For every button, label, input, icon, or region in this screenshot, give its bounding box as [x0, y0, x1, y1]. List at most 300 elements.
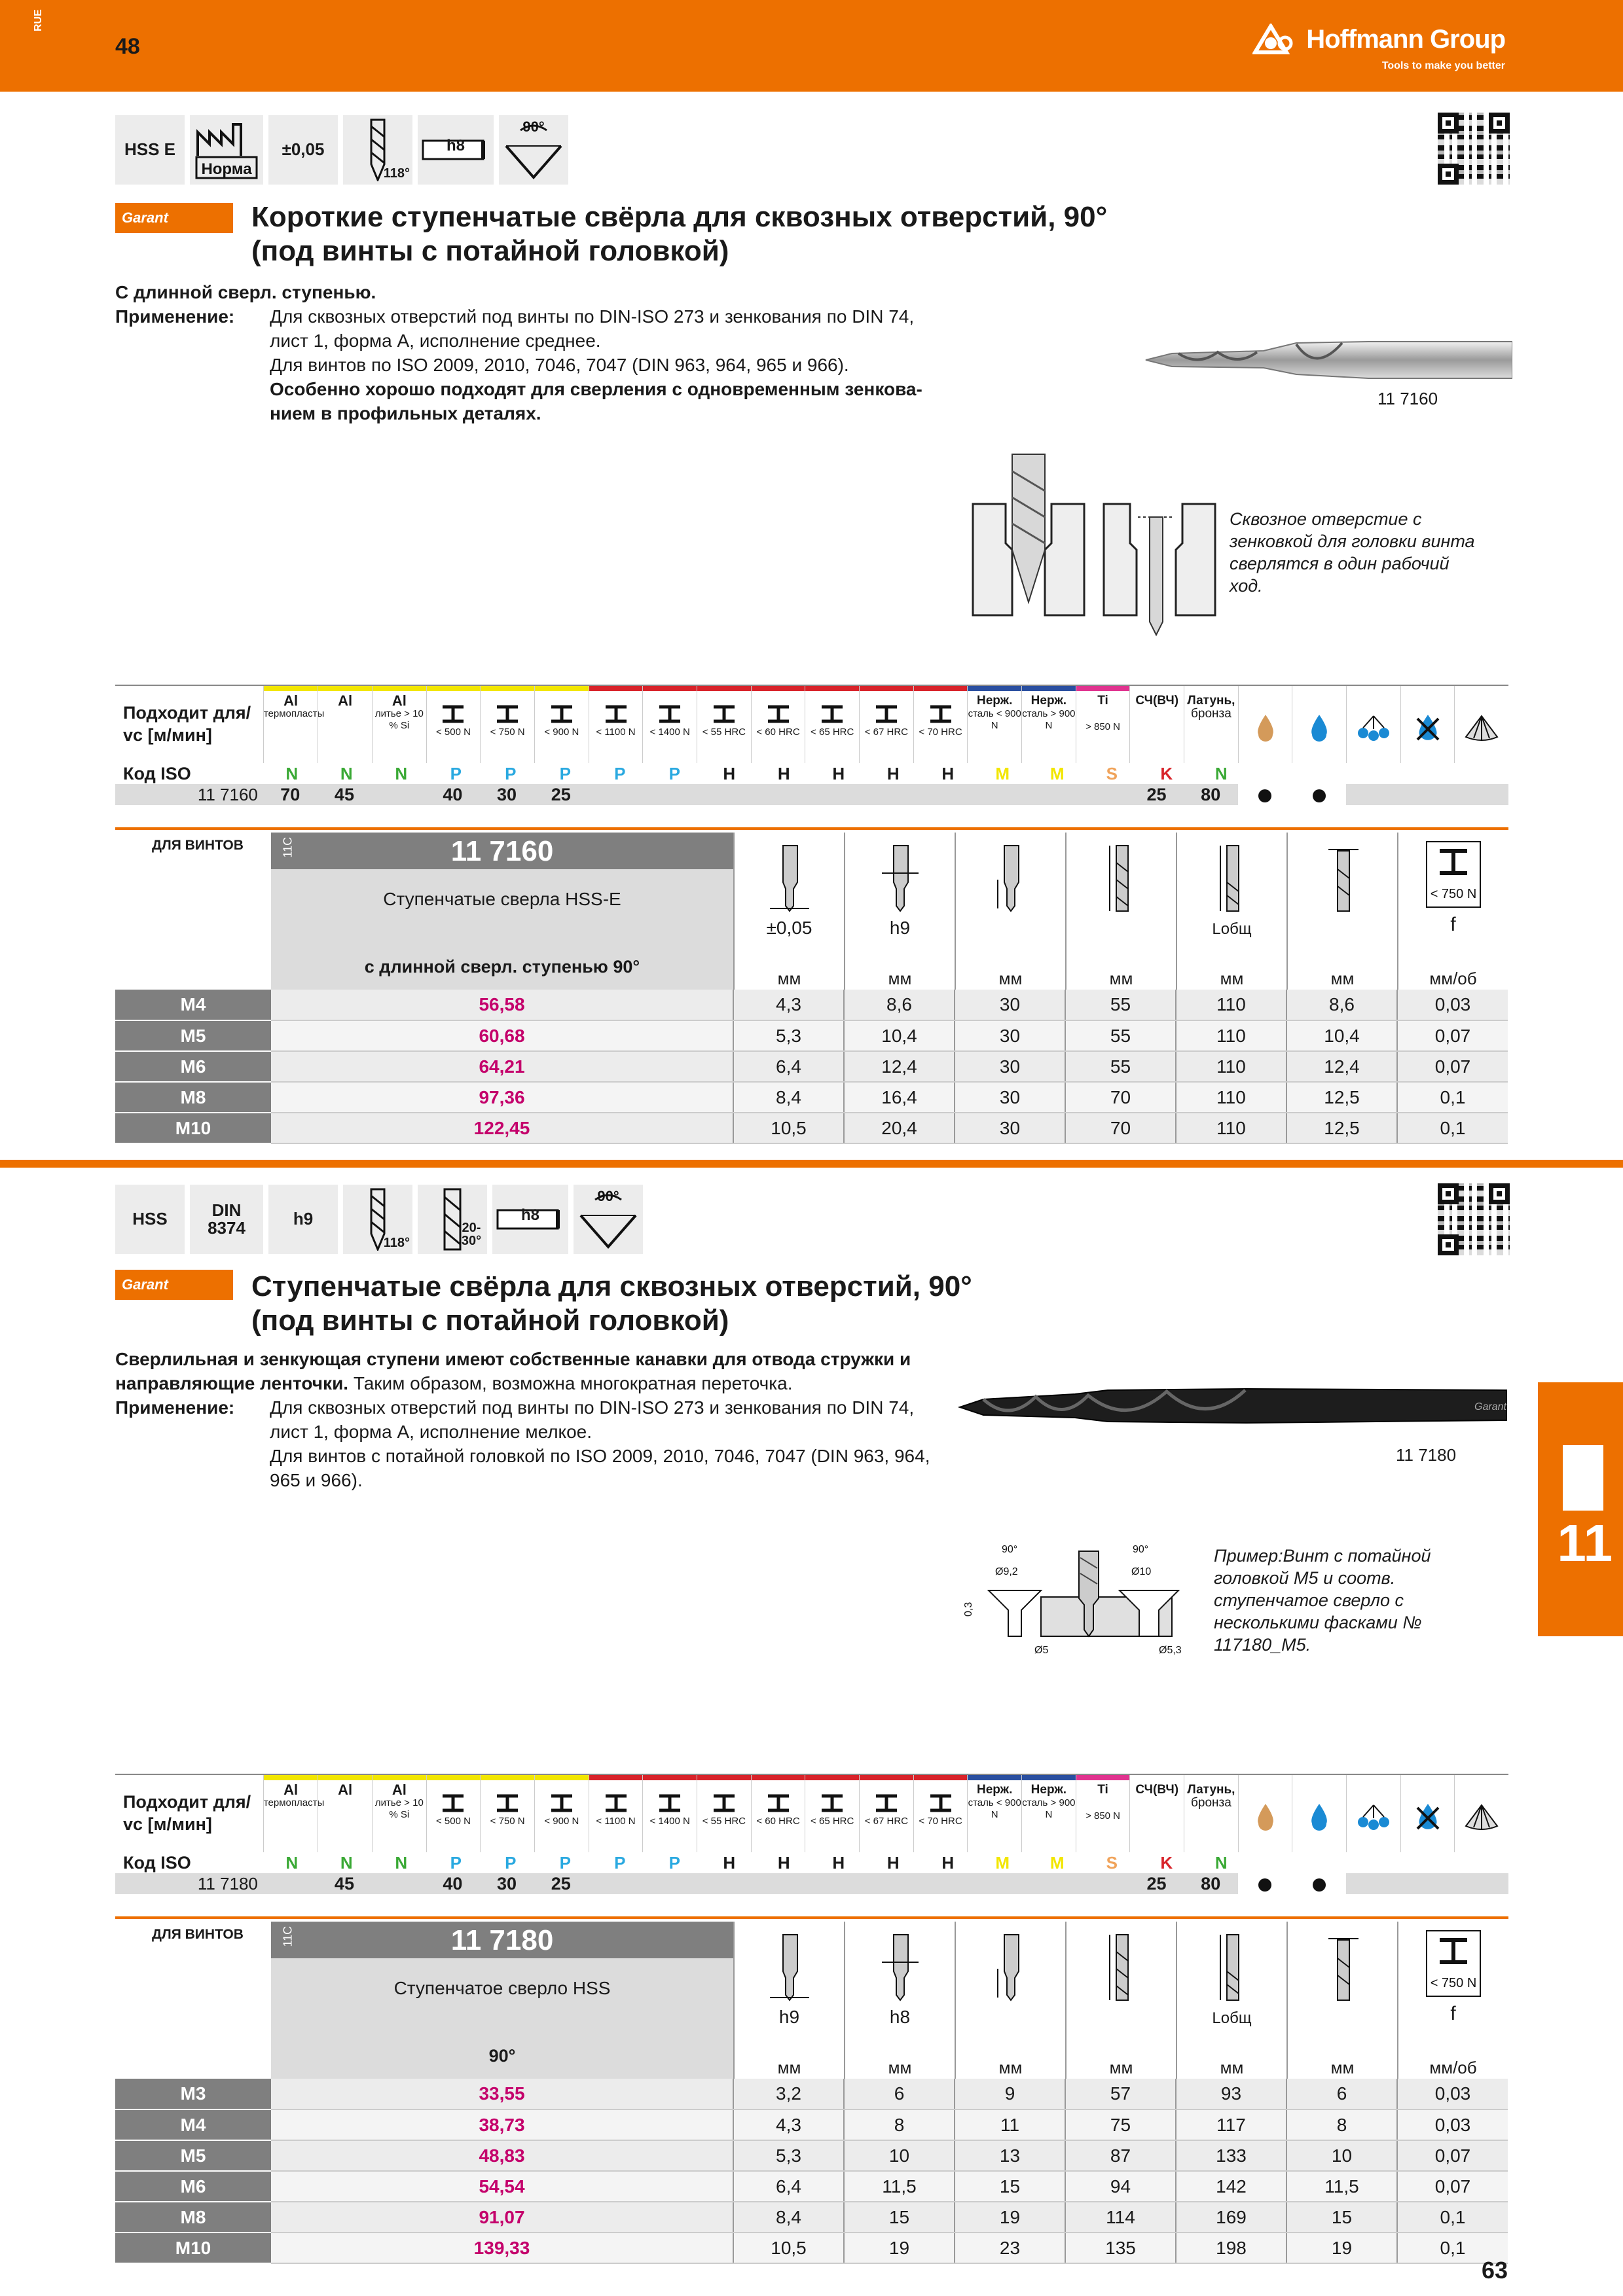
material-col-al-cast: Al литье > 10 % Si — [372, 686, 426, 763]
header-bar — [0, 0, 1623, 92]
material-col-brass: Латунь, бронза — [1184, 1775, 1238, 1852]
material-col-steel-900: < 900 N — [534, 1775, 589, 1852]
feed-material-icon — [1417, 1928, 1489, 2000]
article-label-1: 11 7160 — [1377, 389, 1438, 408]
price: 48,83 — [271, 2140, 733, 2171]
cutting-speed-value — [805, 784, 859, 805]
col-step-length: мм — [955, 1922, 1065, 2079]
cutting-speed-value — [1021, 1873, 1076, 1894]
iso-code: P — [614, 1853, 626, 1873]
dimension-value: 6,4 — [733, 2171, 844, 2202]
iso-code: P — [450, 764, 462, 783]
price: 91,07 — [271, 2202, 733, 2233]
dimension-value: 70 — [1065, 1113, 1176, 1143]
screw-size: M4 — [115, 2109, 271, 2140]
dimension-value: 10,4 — [844, 1020, 955, 1051]
col-total-length: Lобщ мм — [1176, 1922, 1286, 2079]
dry-no-coolant-icon — [1413, 713, 1442, 742]
product-name: Ступенчатые сверла HSS-E — [383, 889, 621, 909]
countersink-diameter-icon — [867, 1932, 933, 2004]
shank-diameter-icon — [1310, 1932, 1376, 2004]
cutting-speed-value — [967, 1873, 1021, 1894]
iso-code-label: Код ISO — [123, 764, 191, 783]
material-col-hrc-65: < 65 HRC — [805, 686, 859, 763]
product-code: 11 7180 — [450, 1924, 554, 1956]
emulsion-drop-icon — [1309, 1803, 1329, 1831]
feed-material-label: < 750 N — [1430, 887, 1476, 901]
air-cone-icon — [1463, 1803, 1500, 1831]
cutting-speed-value: 25 — [1146, 785, 1167, 804]
countersink-icon — [575, 1187, 641, 1252]
cutting-speed-value — [371, 784, 426, 805]
price: 64,21 — [271, 1051, 733, 1082]
point-angle-badge: 118° — [343, 115, 412, 185]
col-head-diameter: h8 мм — [844, 1922, 955, 2079]
countersink-angle-badge — [499, 115, 568, 185]
angle-label-left: 90° — [1002, 1544, 1018, 1555]
i-beam-icon — [440, 704, 466, 724]
material-col-al-thermo: Al термопласты — [263, 1775, 318, 1852]
table-row[interactable] — [115, 1020, 1508, 1051]
iso-code: M — [1049, 764, 1065, 783]
air-cone-icon — [1463, 713, 1500, 742]
screw-size: M4 — [115, 990, 271, 1020]
i-beam-icon — [928, 1793, 954, 1813]
cutting-speed-value — [697, 1873, 751, 1894]
cutting-speed-value: 30 — [497, 785, 517, 804]
dimension-value: 93 — [1176, 2079, 1286, 2109]
step-drill-short-image — [1133, 327, 1512, 393]
price: 122,45 — [271, 1113, 733, 1143]
feed-material-label: < 750 N — [1430, 1976, 1476, 1990]
step-diameter-icon — [757, 843, 822, 915]
screw-size: M5 — [115, 1020, 271, 1051]
shank-tolerance-badge-2: h8 — [492, 1185, 568, 1254]
material-col-steel-1100: < 1100 N — [589, 686, 643, 763]
iso-code: N — [285, 764, 299, 783]
cutting-speed-value: 45 — [334, 1874, 354, 1893]
table-row[interactable] — [115, 1082, 1508, 1113]
dimension-value: 94 — [1065, 2171, 1176, 2202]
section-1-description: С длинной сверл. ступенью. Применение: Для сквозных отверстий под винты по DIN-ISO 273 и зенкования по DIN 74, лист 1, форма А, исполнение среднее. Для винтов по ISO 2009, 2010, 7046, 7047 (DIN 963, 964, 965 и 966). Особенно хорошо подходят для сверления с одновременным зенкова- нием в профильных деталях. — [115, 282, 922, 423]
material-col-hrc-65: < 65 HRC — [805, 1775, 859, 1852]
cutting-speed-value — [859, 784, 913, 805]
col-total-length: Lобщ мм — [1176, 833, 1286, 990]
material-col-steel-500: < 500 N — [426, 1775, 481, 1852]
i-beam-icon — [494, 1793, 520, 1813]
col-shank-diameter: мм — [1286, 1922, 1397, 2079]
price: 60,68 — [271, 1020, 733, 1051]
material-col-steel-750: < 750 N — [480, 686, 534, 763]
material-hss-badge: HSS — [115, 1185, 185, 1254]
total-length-icon — [1199, 843, 1265, 915]
i-beam-icon — [440, 1793, 466, 1813]
coolant-oil-dot — [1238, 1873, 1292, 1894]
coolant-air-col — [1454, 686, 1508, 763]
coolant-air-col — [1454, 1775, 1508, 1852]
section-2-title: Ступенчатые свёрла для сквозных отверстий, 90° (под винты с потайной головкой) — [251, 1270, 972, 1336]
iso-code: H — [941, 764, 955, 783]
dimension-value: 110 — [1176, 1113, 1286, 1143]
chapter-number: 11 — [1557, 1514, 1613, 1572]
material-col-hrc-70: < 70 HRC — [913, 686, 968, 763]
i-beam-icon — [549, 1793, 575, 1813]
dimension-value: 0,1 — [1397, 1113, 1508, 1143]
dimension-value: 8,4 — [733, 2202, 844, 2233]
dimension-value: 30 — [955, 1082, 1065, 1113]
dimension-value: 8 — [844, 2109, 955, 2140]
iso-code: P — [450, 1853, 462, 1873]
material-col-hrc-67: < 67 HRC — [859, 1775, 913, 1852]
cutting-speed-value: 40 — [443, 785, 463, 804]
product-rows-1 — [115, 990, 1508, 1144]
flute-length-icon — [1089, 1932, 1154, 2004]
iso-code: M — [995, 1853, 1010, 1873]
screw-size: M5 — [115, 2140, 271, 2171]
dimension-value: 10 — [844, 2140, 955, 2171]
cutting-speed-value: 80 — [1201, 1874, 1221, 1893]
col-feed: < 750 N f мм/об — [1397, 1922, 1508, 2079]
shank-tolerance-badge: h8 — [418, 115, 494, 185]
material-col-steel-1100: < 1100 N — [589, 1775, 643, 1852]
qr-code-2[interactable] — [1438, 1183, 1510, 1255]
tolerance-badge: ±0,05 — [268, 115, 338, 185]
chapter-tab[interactable] — [1538, 1382, 1623, 1636]
screw-diameter-label: Ø5 — [1034, 1645, 1049, 1656]
table-row[interactable] — [115, 2140, 1508, 2171]
iso-code: S — [1106, 1853, 1118, 1873]
dimension-value: 11,5 — [1286, 2171, 1397, 2202]
dimension-value: 30 — [955, 1020, 1065, 1051]
iso-code: H — [941, 1853, 955, 1873]
dimension-value: 8,6 — [844, 990, 955, 1020]
dimension-value: 19 — [1286, 2233, 1397, 2263]
material-col-cast-iron: СЧ(ВЧ) — [1129, 1775, 1184, 1852]
dimension-value: 9 — [955, 2079, 1065, 2109]
product-subtitle: 90° — [488, 2046, 516, 2066]
dimension-value: 110 — [1176, 1082, 1286, 1113]
dimension-value: 110 — [1176, 1020, 1286, 1051]
dimension-value: 10,4 — [1286, 1020, 1397, 1051]
dimension-value: 10,5 — [733, 1113, 844, 1143]
material-col-al: Al — [318, 686, 372, 763]
dimension-value: 15 — [844, 2202, 955, 2233]
coolant-emulsion-dot — [1292, 784, 1346, 805]
material-col-al-cast: Al литье > 10 % Si — [372, 1775, 426, 1852]
i-beam-icon — [603, 704, 629, 724]
material-suitability-table-1 — [115, 685, 1508, 805]
dimension-value: 142 — [1176, 2171, 1286, 2202]
cutting-speed-value — [750, 784, 805, 805]
i-beam-icon — [711, 704, 737, 724]
property-icons-2 — [115, 1185, 643, 1254]
din-standard-badge: DIN 8374 — [190, 1185, 263, 1254]
coolant-oil-col — [1238, 1775, 1292, 1852]
screw-size: M10 — [115, 1113, 271, 1143]
dimension-value: 198 — [1176, 2233, 1286, 2263]
iso-code: P — [505, 1853, 517, 1873]
engraved-brand: Garant — [1474, 1401, 1506, 1412]
dimension-value: 0,1 — [1397, 1082, 1508, 1113]
countersink-angle-badge-2 — [574, 1185, 643, 1254]
norm-badge — [190, 115, 263, 185]
cutting-speed-value — [642, 784, 697, 805]
material-col-hrc-67: < 67 HRC — [859, 686, 913, 763]
dimension-value: 23 — [955, 2233, 1065, 2263]
angle-label-right: 90° — [1133, 1544, 1149, 1555]
col-hole-diameter: h9 мм — [733, 1922, 844, 2079]
dimension-value: 55 — [1065, 1020, 1176, 1051]
dimension-value: 15 — [955, 2171, 1065, 2202]
table-row[interactable] — [115, 990, 1508, 1020]
countersink-example-diagram — [962, 1538, 1211, 1669]
language-code: RUE — [33, 9, 44, 31]
screw-size: M8 — [115, 1082, 271, 1113]
dimension-value: 110 — [1176, 990, 1286, 1020]
catalog-tag: 11C — [281, 836, 295, 858]
section-1-title: Короткие ступенчатые свёрла для сквозных отверстий, 90° (под винты с потайной головкой) — [251, 201, 1108, 267]
col-flute-length: мм — [1065, 833, 1176, 990]
iso-code: N — [340, 764, 353, 783]
material-row-title: Подходит для/ vc [м/мин] — [123, 1792, 251, 1834]
dimension-value: 12,4 — [844, 1051, 955, 1082]
cutting-speed-value: 70 — [280, 785, 301, 804]
iso-code: N — [395, 1853, 408, 1873]
screw-size: M3 — [115, 2079, 271, 2109]
i-beam-icon — [873, 1793, 900, 1813]
screw-size: M10 — [115, 2233, 271, 2263]
price: 54,54 — [271, 2171, 733, 2202]
material-col-hrc-55: < 55 HRC — [697, 1775, 751, 1852]
qr-code-1[interactable] — [1438, 113, 1510, 185]
depth-label: 0,3 — [963, 1602, 974, 1617]
cutting-speed-value — [967, 784, 1021, 805]
for-screws-label: ДЛЯ ВИНТОВ — [152, 838, 244, 853]
coolant-emulsion-dot — [1292, 1873, 1346, 1894]
dimension-value: 8 — [1286, 2109, 1397, 2140]
dimension-value: 0,1 — [1397, 2233, 1508, 2263]
i-beam-icon — [765, 1793, 792, 1813]
dimension-value: 13 — [955, 2140, 1065, 2171]
iso-code: H — [777, 1853, 790, 1873]
dimension-value: 0,03 — [1397, 990, 1508, 1020]
material-col-steel-750: < 750 N — [480, 1775, 534, 1852]
iso-code: H — [723, 764, 736, 783]
cutting-speed-value — [642, 1873, 697, 1894]
dimension-value: 117 — [1176, 2109, 1286, 2140]
material-col-al: Al — [318, 1775, 372, 1852]
product-header-1 — [271, 833, 733, 990]
point-angle-badge-2: 118° — [343, 1185, 412, 1254]
table-row[interactable] — [115, 1113, 1508, 1143]
dimension-value: 8,6 — [1286, 990, 1397, 1020]
iso-code: P — [505, 764, 517, 783]
cutting-speed-value — [859, 1873, 913, 1894]
step-length-icon — [978, 843, 1044, 915]
dimension-value: 10,5 — [733, 2233, 844, 2263]
iso-code: N — [285, 1853, 299, 1873]
product-table-top-rule-2 — [115, 1916, 1508, 1919]
angle-90-label: 90° — [597, 1188, 619, 1204]
dimension-value: 110 — [1176, 1051, 1286, 1082]
product-subtitle: с длинной сверл. ступенью 90° — [364, 957, 640, 977]
cutting-speed-value — [1075, 784, 1129, 805]
iso-code: N — [395, 764, 408, 783]
section-2-description: Сверлильная и зенкующая ступени имеют собственные канавки для отвода стружки и направляющие ленточки. Таким образом, возможна многократная переточка. Применение: Для сквозных отверстий под винты по DIN-ISO 273 и зенкования по DIN 74, лист 1, форма А, исполнение мелкое. Для винтов с потайной головкой по ISO 2009, 2010, 7046, 7047 (DIN 963, 964, 965 и 966). — [115, 1349, 930, 1490]
cutting-speed-value — [805, 1873, 859, 1894]
dimension-value: 0,03 — [1397, 2079, 1508, 2109]
diagram-caption-2: Пример:Винт с потайной головкой M5 и соотв. ступенчатое сверло с несколькими фасками № 117180_M5. — [1214, 1546, 1431, 1655]
dimension-value: 11 — [955, 2109, 1065, 2140]
dimension-value: 20,4 — [844, 1113, 955, 1143]
emulsion-drop-icon — [1309, 713, 1329, 742]
i-beam-icon — [549, 704, 575, 724]
material-col-stainless-900: Нерж. сталь < 900 N — [967, 686, 1021, 763]
step-drill-hss-image — [957, 1381, 1507, 1433]
cutting-speed-value: 25 — [551, 1874, 571, 1893]
garant-brand-badge-2: Garant — [115, 1270, 233, 1300]
mist-drops-icon — [1355, 1803, 1392, 1831]
dimension-value: 55 — [1065, 990, 1176, 1020]
dimension-value: 8,4 — [733, 1082, 844, 1113]
drill-chapter-icon — [1563, 1445, 1603, 1511]
iso-code: P — [559, 1853, 571, 1873]
cutting-speed-value — [1075, 1873, 1129, 1894]
cutting-speed-value: 25 — [551, 785, 571, 804]
brand-tagline: Tools to make you better — [1381, 60, 1505, 71]
dimension-value: 135 — [1065, 2233, 1176, 2263]
iso-code: H — [886, 1853, 900, 1873]
dimension-value: 30 — [955, 1113, 1065, 1143]
dimension-value: 4,3 — [733, 990, 844, 1020]
countersink-diameter-label: Ø10 — [1131, 1566, 1152, 1577]
material-suitability-table-2 — [115, 1774, 1508, 1894]
flute-length-icon — [1089, 843, 1154, 915]
material-col-hrc-60: < 60 HRC — [751, 1775, 805, 1852]
coolant-emulsion-col — [1292, 1775, 1346, 1852]
table-row[interactable] — [115, 2171, 1508, 2202]
cutting-speed-value: 80 — [1201, 785, 1221, 804]
iso-code: S — [1106, 764, 1118, 783]
iso-code: P — [614, 764, 626, 783]
cutting-speed-value — [913, 1873, 967, 1894]
cutting-speed-value — [913, 784, 967, 805]
dimension-value: 6 — [844, 2079, 955, 2109]
dimension-value: 6,4 — [733, 1051, 844, 1082]
brand-logo — [1252, 24, 1505, 71]
price: 38,73 — [271, 2109, 733, 2140]
table-row[interactable] — [115, 1051, 1508, 1082]
oil-drop-icon — [1256, 713, 1275, 742]
price: 33,55 — [271, 2079, 733, 2109]
material-col-hrc-60: < 60 HRC — [751, 686, 805, 763]
dimension-value: 19 — [844, 2233, 955, 2263]
dimension-value: 0,07 — [1397, 1051, 1508, 1082]
page-number-left: 48 — [115, 34, 140, 59]
coolant-dry-col — [1400, 686, 1455, 763]
screw-size: M8 — [115, 2202, 271, 2233]
step-diameter-icon — [757, 1932, 822, 2004]
dimension-value: 16,4 — [844, 1082, 955, 1113]
shank-diameter-icon — [1310, 843, 1376, 915]
cutting-speed-value: 30 — [497, 1874, 517, 1893]
iso-code: K — [1160, 764, 1173, 783]
iso-code: K — [1160, 1853, 1173, 1873]
dimension-value: 30 — [955, 990, 1065, 1020]
article-number: 11 7160 — [197, 785, 258, 804]
dimension-value: 5,3 — [733, 1020, 844, 1051]
coolant-emulsion-col — [1292, 686, 1346, 763]
material-col-hrc-70: < 70 HRC — [913, 1775, 968, 1852]
tolerance-h9-badge: h9 — [268, 1185, 338, 1254]
iso-code: H — [886, 764, 900, 783]
iso-code: H — [832, 1853, 845, 1873]
coolant-dry-col — [1400, 1775, 1455, 1852]
material-col-steel-900: < 900 N — [534, 686, 589, 763]
iso-code: N — [340, 1853, 353, 1873]
screw-size: M6 — [115, 1051, 271, 1082]
brand-name: Hoffmann Group — [1306, 24, 1505, 54]
material-col-hrc-55: < 55 HRC — [697, 686, 751, 763]
section-divider — [0, 1160, 1623, 1168]
hoffmann-logo-icon — [1252, 24, 1297, 55]
cutting-speed-value — [697, 784, 751, 805]
hole-diameter-label: Ø5,3 — [1159, 1645, 1182, 1656]
iso-code: H — [777, 764, 790, 783]
i-beam-icon — [603, 1793, 629, 1813]
material-col-stainless-over-900: Нерж. сталь > 900 N — [1021, 1775, 1076, 1852]
table-row[interactable] — [115, 2233, 1508, 2263]
i-beam-icon — [928, 704, 954, 724]
dimension-value: 12,5 — [1286, 1113, 1397, 1143]
col-step-length: мм — [955, 833, 1065, 990]
coolant-oil-dot — [1238, 784, 1292, 805]
dimension-value: 15 — [1286, 2202, 1397, 2233]
price: 56,58 — [271, 990, 733, 1020]
dimension-value: 133 — [1176, 2140, 1286, 2171]
feed-material-icon — [1417, 839, 1489, 911]
dimension-value: 114 — [1065, 2202, 1176, 2233]
cutting-speed-value — [371, 1873, 426, 1894]
table-row[interactable] — [115, 2079, 1508, 2109]
i-beam-icon — [711, 1793, 737, 1813]
iso-code: H — [832, 764, 845, 783]
iso-code: N — [1214, 764, 1228, 783]
cutting-speed-value — [1021, 784, 1076, 805]
material-col-steel-500: < 500 N — [426, 686, 481, 763]
screw-size: M6 — [115, 2171, 271, 2202]
dimension-value: 10 — [1286, 2140, 1397, 2171]
dimension-value: 169 — [1176, 2202, 1286, 2233]
coolant-mist-col — [1346, 1775, 1400, 1852]
cutting-speed-value — [263, 1873, 318, 1894]
table-row[interactable] — [115, 2202, 1508, 2233]
i-beam-icon — [657, 704, 683, 724]
cutting-speed-value — [588, 1873, 642, 1894]
dimension-value: 12,4 — [1286, 1051, 1397, 1082]
coolant-mist-col — [1346, 686, 1400, 763]
product-rows-2 — [115, 2079, 1508, 2264]
diagram-caption-1: Сквозное отверстие с зенковкой для головки винта сверлятся в один рабочий ход. — [1230, 509, 1475, 596]
iso-code: M — [1049, 1853, 1065, 1873]
table-row[interactable] — [115, 2109, 1508, 2140]
countersink-diameter-icon — [867, 843, 933, 915]
product-header-2 — [271, 1922, 733, 2079]
through-hole-diagram — [966, 452, 1228, 641]
cutting-speed-value — [588, 784, 642, 805]
col-shank-diameter: мм — [1286, 833, 1397, 990]
material-col-stainless-over-900: Нерж. сталь > 900 N — [1021, 686, 1076, 763]
